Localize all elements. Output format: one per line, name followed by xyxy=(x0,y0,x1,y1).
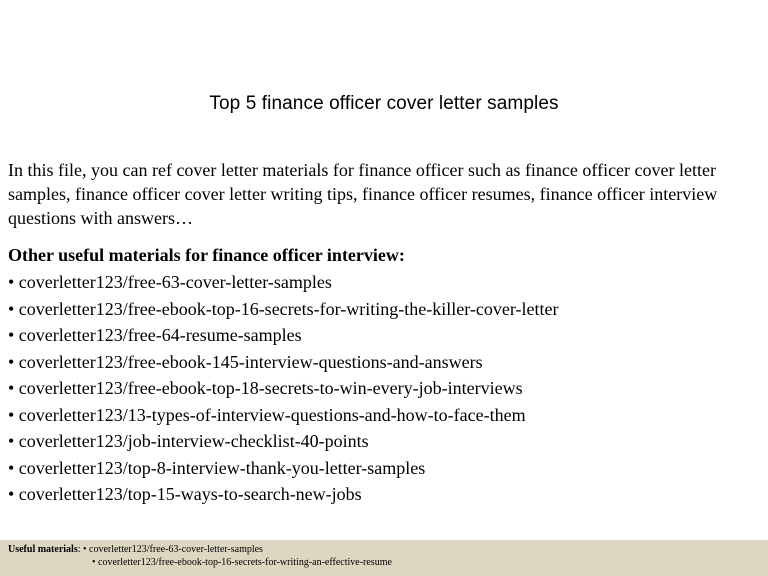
footer-item: • coverletter123/free-ebook-top-16-secrets-for-writing-an-effective-resume xyxy=(92,557,392,568)
footer-label: Useful materials xyxy=(8,544,78,555)
footer-row xyxy=(8,544,263,556)
list-item: • coverletter123/13-types-of-interview-questions-and-how-to-face-them xyxy=(8,404,526,425)
list-item: • coverletter123/top-8-interview-thank-you-letter-samples xyxy=(8,457,426,478)
list-item: • coverletter123/free-ebook-top-16-secrets-for-writing-the-killer-cover-letter xyxy=(8,298,559,319)
list-item: • coverletter123/free-ebook-top-18-secrets-to-win-every-job-interviews xyxy=(8,378,523,398)
footer-separator: : xyxy=(77,544,83,555)
page-title: Top 5 finance officer cover letter samples xyxy=(209,93,559,114)
footer-bar xyxy=(0,540,768,576)
footer-row xyxy=(92,557,392,569)
list-item: • coverletter123/top-15-ways-to-search-new-jobs xyxy=(8,484,362,504)
list-item: • coverletter123/job-interview-checklist-40-points xyxy=(8,431,369,451)
list-item: • coverletter123/free-ebook-145-interview-questions-and-answers xyxy=(8,351,483,372)
list-item: • coverletter123/free-63-cover-letter-samples xyxy=(8,272,332,292)
materials-list xyxy=(8,269,558,508)
intro-paragraph: In this file, you can ref cover letter materials for finance officer such as finance officer cover letter samples, finance officer cover letter writing tips, finance officer resumes, finance officer interview questions with answers… xyxy=(8,160,718,228)
list-item: • coverletter123/free-64-resume-samples xyxy=(8,325,302,345)
other-materials-heading: Other useful materials for finance officer interview: xyxy=(8,245,405,265)
footer-item: • coverletter123/free-63-cover-letter-samples xyxy=(83,544,263,555)
